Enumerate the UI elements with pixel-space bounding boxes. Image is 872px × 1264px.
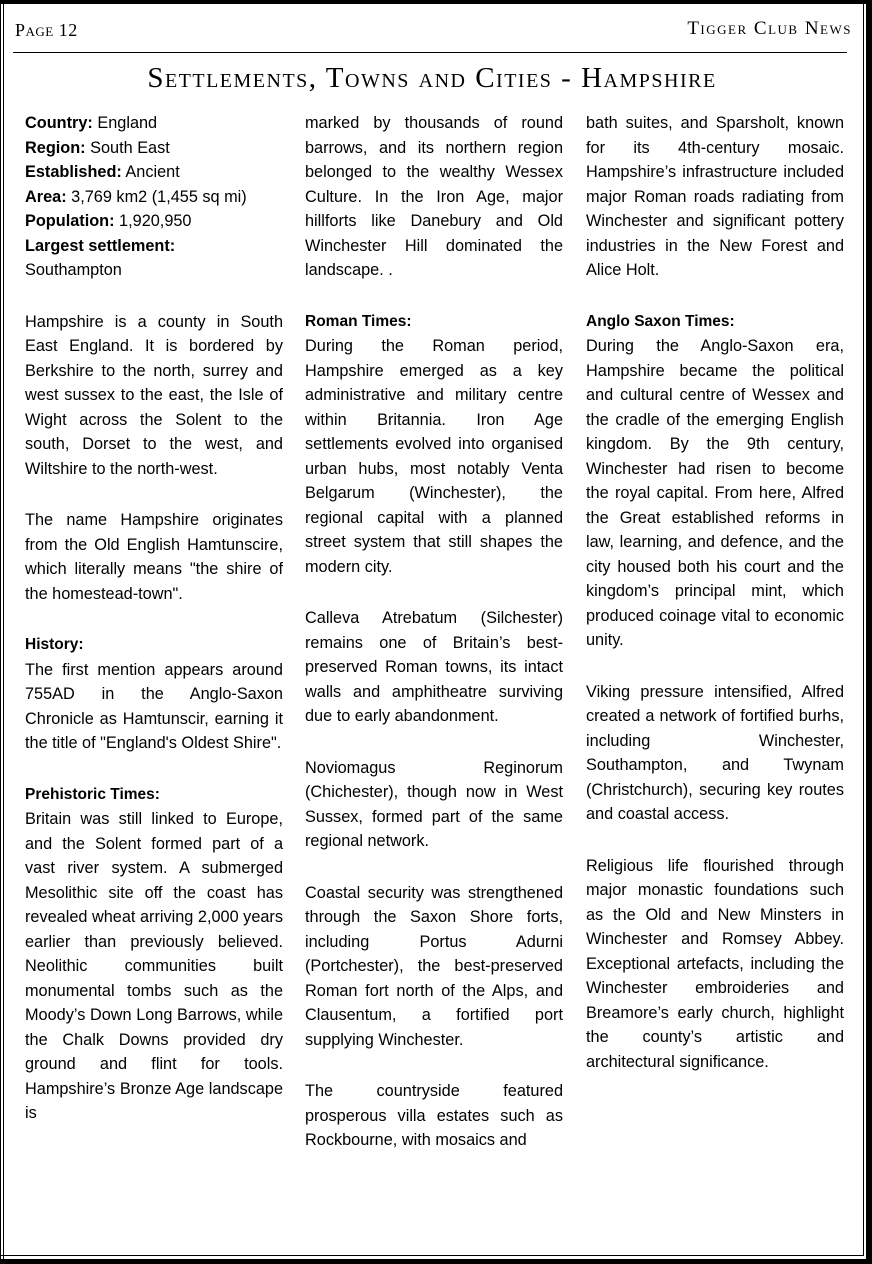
anglo-saxon-paragraph: During the Anglo-Saxon era, Hampshire became the political and cultural centre of Wessex and the cradle of the emerging English kingdom. By the 9th century, Winchester had risen to become the royal capital. From here, Alfred the Great established reforms in law, learning, and defence, and the city housed both his court and the kingdom’s principal mint, which produced coinage vital to economic unity. xyxy=(586,337,844,649)
fact-label: Established: xyxy=(25,163,122,181)
fact-established xyxy=(25,160,283,185)
fact-box xyxy=(25,111,283,283)
fact-value: Ancient xyxy=(121,163,180,181)
anglo-saxon-paragraph: Viking pressure intensified, Alfred created a network of fortified burhs, including Winchester, Southampton, and Twynam (Christchurch), securing key routes and coastal access. xyxy=(586,682,844,823)
page-border-left-inner xyxy=(3,0,4,1260)
fact-country xyxy=(25,111,283,136)
fact-largest-settlement-value: Southampton xyxy=(25,261,122,279)
fact-value: South East xyxy=(85,138,170,157)
fact-region xyxy=(25,136,283,161)
fact-population xyxy=(25,209,283,234)
section-heading-roman: Roman Times: xyxy=(305,312,412,330)
fact-label: Largest settlement: xyxy=(25,236,176,255)
fact-value: 1,920,950 xyxy=(114,212,192,230)
fact-label: Region: xyxy=(25,138,86,157)
roman-paragraph: Coastal security was strengthened through the Saxon Shore forts, including Portus Adurni (Portchester), the best-preserved Roman fort north of the Alps, and Clausentum, a fortified port supplying Winchester. xyxy=(305,883,563,1049)
page-border-bottom-inner xyxy=(0,1255,864,1256)
prehistoric-paragraph-continued: marked by thousands of round barrows, and its northern region belonged to the wealthy Wessex Culture. In the Iron Age, major hillforts like Danebury and Old Winchester Hill dominated the landscape. . xyxy=(305,114,563,279)
roman-paragraph: During the Roman period, Hampshire emerged as a key administrative and military centre within Britannia. Iron Age settlements evolved into organised urban hubs, most notably Venta Belgarum (Winchester), the regional capital with a planned street system that still shapes the modern city. xyxy=(305,337,563,576)
page-border-bottom xyxy=(0,1259,872,1264)
fact-largest-settlement xyxy=(25,234,283,259)
fact-value: England xyxy=(92,114,158,132)
intro-paragraph: The name Hampshire originates from the Old English Hamtunscire, which literally means "the shire of the homestead-town". xyxy=(25,511,283,603)
section-heading-anglo-saxon: Anglo Saxon Times: xyxy=(586,312,735,330)
header-divider xyxy=(13,52,847,53)
column-1 xyxy=(25,111,283,1126)
page-border-top xyxy=(0,0,872,4)
page-border-left xyxy=(0,0,1,1264)
fact-label: Country: xyxy=(25,114,93,132)
section-heading-prehistoric: Prehistoric Times: xyxy=(25,785,160,803)
prehistoric-paragraph: Britain was still linked to Europe, and the Solent formed part of a vast river system. A submerged Mesolithic site off the coast has revealed wheat arriving 2,000 years earlier than previously believed. Neolithic communities built monumental tombs such as the Moody’s Down Long Barrows, while the Chalk Downs provided dry ground and flint for tools. Hampshire’s Bronze Age landscape is xyxy=(25,810,283,1122)
history-paragraph: The first mention appears around 755AD in the Anglo-Saxon Chronicle as Hamtunscir, earning it the title of "England's Oldest Shire". xyxy=(25,660,283,752)
newsletter-name: Tigger Club News xyxy=(687,18,852,39)
page-border-right-inner xyxy=(863,0,864,1256)
roman-paragraph-continued: bath suites, and Sparsholt, known for its 4th-century mosaic. Hampshire’s infrastructure included major Roman roads radiating from Winchester and significant pottery industries in the New Forest and Alice Holt. xyxy=(586,114,844,279)
page-number: Page 12 xyxy=(15,20,78,40)
page-border-right xyxy=(866,0,872,1264)
column-2 xyxy=(305,111,563,1153)
column-3 xyxy=(586,111,844,1074)
fact-value: 3,769 km2 (1,455 sq mi) xyxy=(66,187,247,206)
article-title: Settlements, Towns and Cities - Hampshire xyxy=(147,62,717,94)
anglo-saxon-paragraph: Religious life flourished through major monastic foundations such as the Old and New Minsters in Winchester and Romsey Abbey. Exceptional artefacts, including the Winchester embroideries and Breamore’s early church, highlight the county’s artistic and architectural significance. xyxy=(586,856,844,1071)
roman-paragraph: The countryside featured prosperous villa estates such as Rockbourne, with mosaics and xyxy=(305,1082,563,1149)
roman-paragraph: Noviomagus Reginorum (Chichester), though now in West Sussex, formed part of the same regional network. xyxy=(305,758,563,850)
roman-paragraph: Calleva Atrebatum (Silchester) remains one of Britain’s best-preserved Roman towns, its intact walls and amphitheatre surviving due to early abandonment. xyxy=(305,609,563,725)
fact-area xyxy=(25,185,283,210)
fact-label: Area: xyxy=(25,187,67,206)
fact-label: Population: xyxy=(25,212,115,230)
section-heading-history: History: xyxy=(25,636,84,653)
intro-paragraph: Hampshire is a county in South East England. It is bordered by Berkshire to the north, surrey and west sussex to the east, the Isle of Wight across the Solent to the south, Dorset to the west, and Wiltshire to the north-west. xyxy=(25,312,283,478)
